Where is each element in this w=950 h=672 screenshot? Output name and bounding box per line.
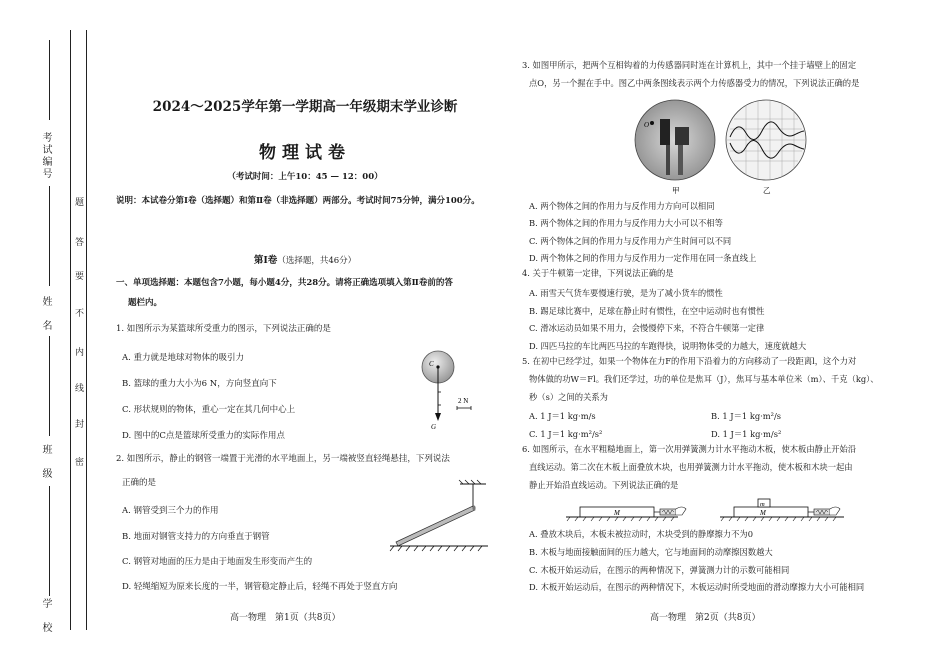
- binding-line-inner: [86, 30, 87, 630]
- question-6-option-c: C. 木板开始运动后，在图示的两种情况下，弹簧测力计的示数可能相同: [529, 565, 790, 575]
- question-3-option-c: C. 两个物体之间的作用力与反作用力产生时间可以不同: [529, 236, 732, 246]
- binding-margin: [0, 0, 96, 672]
- question-3-option-a: A. 两个物体之间的作用力与反作用力方向可以相同: [529, 201, 715, 211]
- question-4-option-c: C. 滑冰运动员如果不用力，会慢慢停下来，不符合牛顿第一定律: [529, 323, 765, 333]
- force-sensor-figure: [630, 97, 815, 197]
- question-6-stem-3: 静止开始沿直线运动。下列说法正确的是: [529, 480, 679, 490]
- question-5-stem-1: 5. 在初中已经学过，如果一个物体在力F的作用下沿着力的方向移动了一段距离l，这个力对: [522, 356, 857, 366]
- seal-word: 密: [73, 457, 83, 466]
- block-m-label: m: [760, 501, 765, 508]
- school-label: 学 校: [40, 598, 51, 634]
- seal-word: 答: [73, 237, 83, 246]
- class-line: [49, 486, 50, 596]
- seal-word: 内: [73, 347, 83, 356]
- exam-id-line: [49, 40, 50, 120]
- part-heading: [110, 252, 500, 266]
- board-m-label-1: M: [614, 509, 620, 517]
- question-6-option-b: B. 木板与地面接触面间的压力越大，它与地面间的动摩擦因数越大: [529, 547, 773, 557]
- question-5-stem-3: 秒（s）之间的关系为: [529, 392, 608, 402]
- question-4-stem: 4. 关于牛顿第一定律，下列说法正确的是: [522, 268, 674, 278]
- page-2-footer: 高一物理 第2页（共8页）: [650, 613, 761, 623]
- seal-word: 题: [73, 197, 83, 206]
- question-3-stem-1: 3. 如图甲所示，把两个互相钩着的力传感器同时连在计算机上，其中一个挂于墙壁上的固定: [522, 60, 857, 70]
- question-6-stem-2: 直线运动。第二次在木板上面叠放木块，也用弹簧测力计水平拖动，使木板和木块一起由: [529, 462, 853, 472]
- steel-pipe-figure: [390, 480, 490, 555]
- question-3-stem-2: 点O，另一个握在手中。图乙中两条图线表示两个力传感器受力的情况，下列说法正确的是: [529, 78, 860, 88]
- question-2-option-c: C. 钢管对地面的压力是由于地面发生形变而产生的: [122, 557, 313, 567]
- name-line: [49, 336, 50, 436]
- question-2-stem-1: 2. 如图所示，静止的钢管一端置于光滑的水平地面上，另一端被竖直轻绳悬挂，下列说法: [116, 454, 450, 464]
- exam-title: 2024～2025学年第一学期高一年级期末学业诊断: [152, 99, 458, 115]
- question-4-option-a: A. 雨雪天气货车要慢速行驶，是为了减小货车的惯性: [529, 288, 723, 298]
- subject-title: 物理试卷: [259, 143, 351, 163]
- exam-id-line-lower: [49, 186, 50, 286]
- question-3-option-b: B. 两个物体之间的作用力与反作用力大小可以不相等: [529, 218, 723, 228]
- page-1: [110, 0, 500, 672]
- question-2-stem-2: 正确的是: [122, 478, 157, 488]
- board-m-label-2: M: [760, 509, 766, 517]
- question-5-option-c: C. 1 J＝1 kg·m²/s²: [529, 429, 603, 439]
- force-label: G: [431, 423, 437, 431]
- question-6-option-a: A. 叠放木块后，木板未被拉动时，木块受到的静摩擦力不为0: [529, 529, 753, 539]
- question-2-option-d: D. 轻绳缩短为原来长度的一半，钢管稳定静止后，轻绳不再处于竖直方向: [122, 582, 398, 592]
- part-note: （选择题，共46分）: [277, 256, 357, 266]
- binding-line-outer: [70, 30, 71, 630]
- part-title: 第Ⅰ卷: [253, 255, 278, 266]
- page-1-footer: 高一物理 第1页（共8页）: [230, 613, 341, 623]
- section-heading: [116, 273, 501, 313]
- figure-yi-label: 乙: [763, 186, 771, 195]
- question-6-option-d: D. 木板开始运动后，在图示的两种情况下，木板运动时所受地面的滑动摩擦力大小可能相同: [529, 582, 865, 592]
- basketball-gravity-figure: [410, 345, 490, 435]
- exam-id-label: 考试编号: [40, 132, 51, 180]
- seal-word: 要: [73, 271, 83, 280]
- exam-time: （考试时间：上午10：45 — 12：00）: [227, 172, 383, 182]
- board-spring-figure: [566, 497, 876, 527]
- question-1-option-d: D. 图中的C点是篮球所受重力的实际作用点: [122, 431, 285, 441]
- seal-word: 线: [73, 383, 83, 392]
- center-label: C: [429, 360, 434, 368]
- question-5-stem-2: 物体做的功W＝Fl。我们还学过，功的单位是焦耳（J），焦耳与基本单位米（m）、千克（kg）、: [529, 374, 879, 384]
- section-line-1: 一、单项选择题：本题包含7小题，每小题4分，共28分。请将正确选项填入第Ⅱ卷前的答: [116, 278, 453, 288]
- section-line-2: 题栏内。: [128, 298, 163, 308]
- page-2: [522, 0, 932, 672]
- class-label: 班 级: [40, 444, 51, 480]
- name-label: 姓 名: [40, 296, 51, 332]
- question-1-option-b: B. 篮球的重力大小为6 N，方向竖直向下: [122, 379, 277, 389]
- question-2-option-a: A. 钢管受到三个力的作用: [122, 506, 219, 516]
- question-5-option-d: D. 1 J＝1 kg·m/s²: [711, 429, 782, 439]
- point-o-label: O: [644, 121, 650, 129]
- question-2-option-b: B. 地面对钢管支持力的方向垂直于钢管: [122, 532, 270, 542]
- seal-word: 不: [73, 308, 83, 317]
- seal-word: 封: [73, 419, 83, 428]
- question-6-stem-1: 6. 如图所示，在水平粗糙地面上，第一次用弹簧测力计水平拖动木板，使木板由静止开始沿: [522, 444, 857, 454]
- question-4-option-d: D. 四匹马拉的车比两匹马拉的车跑得快，说明物体受的力越大，速度就越大: [529, 341, 807, 351]
- question-4-option-b: B. 踢足球比赛中，足球在静止时有惯性，在空中运动时也有惯性: [529, 306, 765, 316]
- question-5-option-a: A. 1 J＝1 kg·m/s: [529, 411, 596, 421]
- question-1-option-c: C. 形状规则的物体，重心一定在其几何中心上: [122, 405, 296, 415]
- question-3-option-d: D. 两个物体之间的作用力与反作用力一定作用在同一条直线上: [529, 253, 757, 263]
- question-1-stem: 1. 如图所示为某篮球所受重力的图示，下列说法正确的是: [116, 324, 331, 334]
- instructions: 说明：本试卷分第Ⅰ卷（选择题）和第Ⅱ卷（非选择题）两部分。考试时间75分钟，满分100分。: [116, 196, 480, 206]
- figure-jia-label: 甲: [672, 186, 680, 195]
- scale-label: 2 N: [458, 397, 469, 405]
- question-5-option-b: B. 1 J＝1 kg·m²/s: [711, 411, 782, 421]
- question-1-option-a: A. 重力就是地球对物体的吸引力: [122, 353, 245, 363]
